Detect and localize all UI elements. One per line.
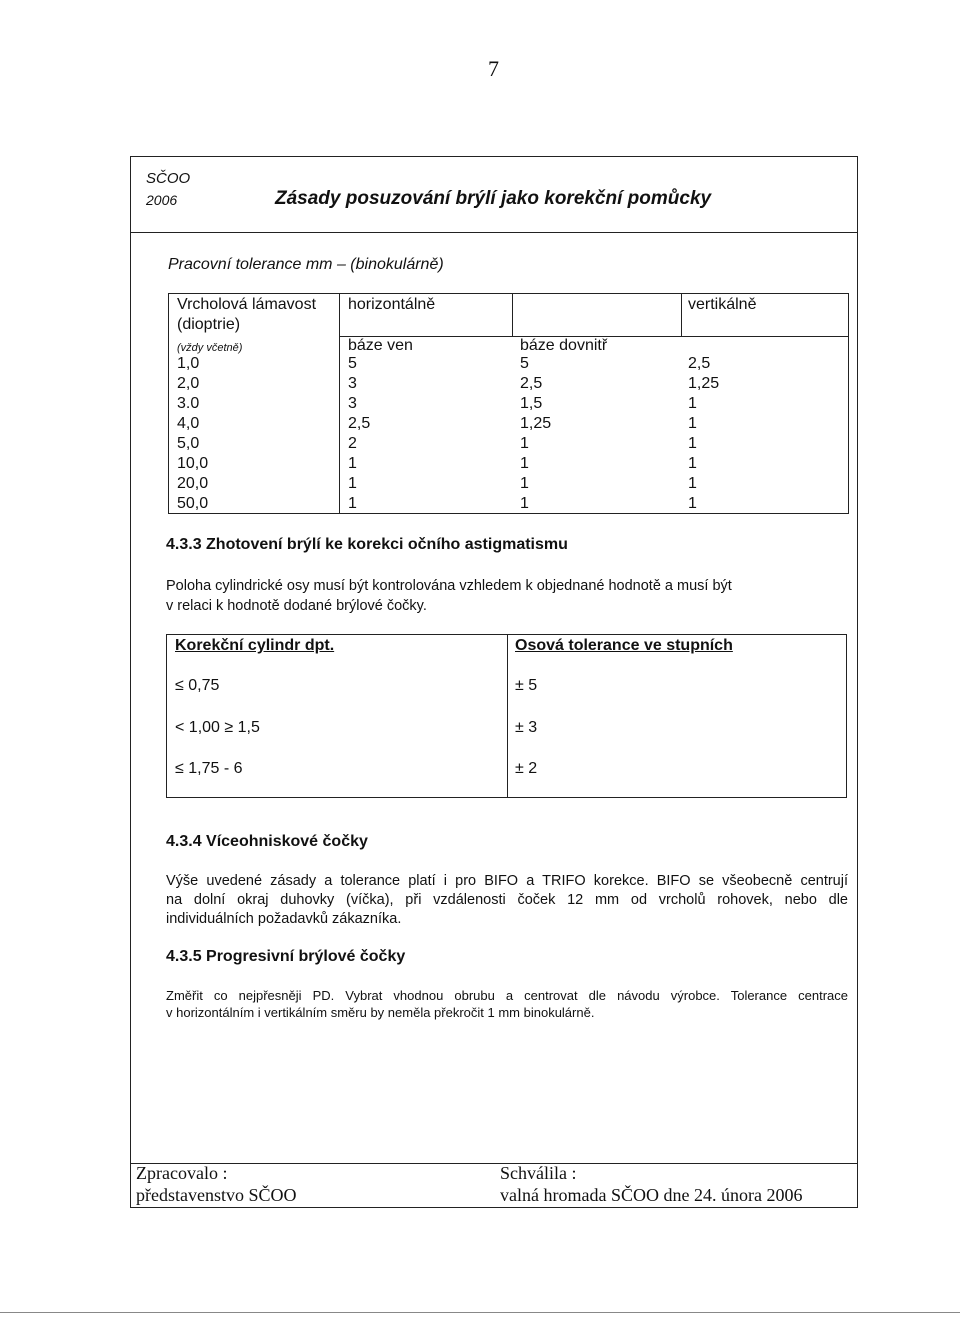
- table-cell: 3: [348, 375, 357, 392]
- table-cell: 1,25: [688, 375, 720, 392]
- table-cell: 10,0: [177, 455, 209, 472]
- section-434-text-line3: individuálních požadavků zákazníka.: [166, 911, 402, 927]
- section-heading-435: 4.3.5 Progresivní brýlové čočky: [166, 948, 406, 965]
- table-cell: 1: [688, 475, 697, 492]
- table-cell: 1,5: [520, 395, 543, 412]
- table-cell: 2,5: [688, 355, 711, 372]
- col-header-note: (vždy včetně): [177, 342, 243, 354]
- header-org: SČOO: [146, 170, 191, 187]
- section-435-text-line2: v horizontálním i vertikálním směru by neměla překročit 1 mm binokulárně.: [166, 1005, 595, 1020]
- col-header-power-unit: (dioptrie): [177, 316, 241, 333]
- footer-approved-label: Schválila :: [500, 1163, 577, 1183]
- table-cell: ≤ 1,75 - 6: [175, 760, 243, 777]
- cylinder-tolerance-table: [166, 634, 847, 798]
- section-435-text-line1: Změřit co nejpřesněji PD. Vybrat vhodnou obrubu a centrovat dle návodu výrobce. Tolerance centrace: [166, 988, 848, 1003]
- header-year: 2006: [146, 192, 178, 208]
- table-cell: ≤ 0,75: [175, 677, 220, 694]
- table-cell: 1: [520, 455, 529, 472]
- col-header-power: Vrcholová lámavost: [177, 296, 317, 313]
- footer-approved-by: valná hromada SČOO dne 24. února 2006: [500, 1185, 803, 1205]
- table-cell: 2,5: [348, 415, 371, 432]
- page-edge-line: [0, 1312, 960, 1313]
- section-434-text-line1: Výše uvedené zásady a tolerance platí i pro BIFO a TRIFO korekce. BIFO se všeobecně centrují: [166, 873, 848, 889]
- col-header-base-in: báze dovnitř: [520, 337, 608, 354]
- table-cell: < 1,00 ≥ 1,5: [175, 719, 260, 736]
- table-cell: 5,0: [177, 435, 200, 452]
- footer-divider: [130, 1207, 858, 1208]
- table-cell: 5: [348, 355, 357, 372]
- col-header-axis-tolerance: Osová tolerance ve stupních: [515, 637, 733, 654]
- header-divider: [130, 232, 858, 233]
- table-divider: [512, 294, 513, 336]
- section-433-text-line1: Poloha cylindrické osy musí být kontrolována vzhledem k objednané hodnotě a musí být: [166, 578, 732, 594]
- table-cell: ± 2: [515, 760, 538, 777]
- section-heading-434: 4.3.4 Víceohniskové čočky: [166, 833, 368, 850]
- table-cell: 50,0: [177, 495, 209, 512]
- table-subtitle: Pracovní tolerance mm – (binokulárně): [168, 256, 444, 273]
- table-divider: [339, 294, 340, 513]
- tolerance-table: [168, 293, 849, 514]
- table-cell: 2,5: [520, 375, 543, 392]
- section-heading-433: 4.3.3 Zhotovení brýlí ke korekci očního astigmatismu: [166, 536, 568, 553]
- table-cell: 1: [348, 475, 357, 492]
- col-header-horizontal: horizontálně: [348, 296, 436, 313]
- table-cell: 1: [520, 495, 529, 512]
- table-divider: [681, 294, 682, 336]
- table-cell: ± 3: [515, 719, 538, 736]
- table-cell: 1: [348, 455, 357, 472]
- table-cell: 2,0: [177, 375, 200, 392]
- table-cell: 1: [520, 475, 529, 492]
- table-cell: 1,0: [177, 355, 200, 372]
- table-cell: 3.0: [177, 395, 200, 412]
- table-cell: 1: [348, 495, 357, 512]
- page-number: 7: [488, 56, 499, 81]
- table-cell: 1: [688, 495, 697, 512]
- table-cell: 5: [520, 355, 529, 372]
- section-433-text-line2: v relaci k hodnotě dodané brýlové čočky.: [166, 598, 427, 614]
- col-header-vertical: vertikálně: [688, 296, 757, 313]
- document-title: Zásady posuzování brýlí jako korekční pomůcky: [275, 188, 712, 209]
- table-cell: 1: [688, 455, 697, 472]
- table-cell: 1: [688, 415, 697, 432]
- table-cell: 2: [348, 435, 357, 452]
- col-header-base-out: báze ven: [348, 337, 413, 354]
- col-header-cylinder: Korekční cylindr dpt.: [175, 637, 335, 654]
- footer-prepared-label: Zpracovalo :: [136, 1163, 228, 1183]
- table-cell: 1,25: [520, 415, 552, 432]
- footer-divider: [130, 1163, 858, 1164]
- table-cell: 4,0: [177, 415, 200, 432]
- table-cell: 1: [520, 435, 529, 452]
- table-cell: 1: [688, 395, 697, 412]
- section-434-text-line2: na dolní okraj duhovky (víčka), při vzdálenosti čoček 12 mm od vrcholů rohovek, nebo dle: [166, 892, 848, 908]
- table-cell: 3: [348, 395, 357, 412]
- table-cell: 20,0: [177, 475, 209, 492]
- footer-prepared-by: představenstvo SČOO: [136, 1185, 297, 1205]
- table-divider: [507, 635, 508, 797]
- table-cell: 1: [688, 435, 697, 452]
- table-cell: ± 5: [515, 677, 538, 694]
